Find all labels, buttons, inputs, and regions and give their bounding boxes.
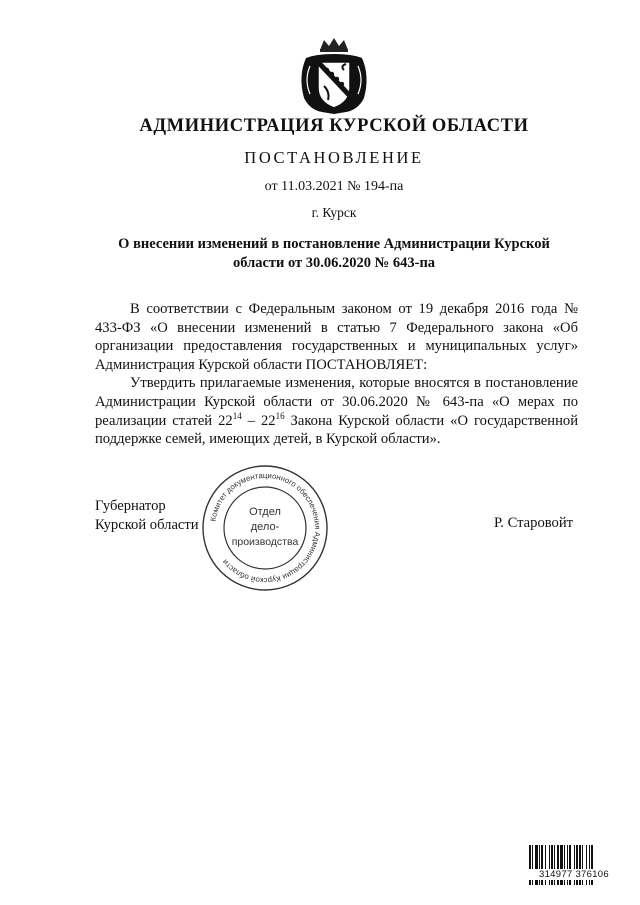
- barcode-number: 314977 376106: [524, 869, 624, 880]
- document-subject: [14, 235, 640, 273]
- signatory-title: [95, 497, 199, 534]
- stamp-center-line: дело-: [250, 521, 280, 533]
- body-paragraph: В соответствии с Федеральным законом от 19 декабря 2016 года № 433-ФЗ «О внесении изменений в статью 7 Федерального закона «Об организации предоставления государственных и муниципальных услуг» Администрация Курской области ПОСТАНОВЛЯЕТ:: [95, 301, 578, 373]
- body-text: Закона Курской области «О государственной поддержке семей, имеющих детей, в Курской области».: [95, 412, 579, 448]
- coat-of-arms-icon: [296, 36, 372, 116]
- stamp-center-line: Отдел: [249, 506, 281, 518]
- stamp-center-line: производства: [231, 536, 299, 548]
- superscript: 16: [275, 410, 285, 421]
- document-number: от 11.03.2021 № 194-па: [264, 179, 404, 194]
- subject-line: О внесении изменений в постановление Администрации Курской: [118, 236, 550, 252]
- subject-line: области от 30.06.2020 № 643-па: [232, 255, 436, 271]
- organization-title: АДМИНИСТРАЦИЯ КУРСКОЙ ОБЛАСТИ: [139, 116, 529, 136]
- signatory-title-line: Курской области: [95, 516, 199, 533]
- signatory-title-line: Губернатор: [95, 498, 166, 514]
- stamp-ring-text: Комитет документационного обеспечения Администрации Курской области: [208, 470, 323, 586]
- document-type: ПОСТАНОВЛЕНИЕ: [244, 148, 424, 167]
- office-stamp: [200, 463, 330, 593]
- document-body: [95, 300, 578, 449]
- document-city: г. Курск: [311, 205, 357, 220]
- body-text: – 22: [241, 412, 276, 429]
- body-paragraph: [95, 374, 578, 448]
- signatory-name: Р. Старовойт: [494, 515, 574, 531]
- superscript: 14: [232, 410, 242, 421]
- body-text: Утвердить прилагаемые изменения, которые вносятся в постановление Администрации Курской области от 30.06.2020 № 643-па «О мерах по реализации статей 22: [95, 375, 578, 429]
